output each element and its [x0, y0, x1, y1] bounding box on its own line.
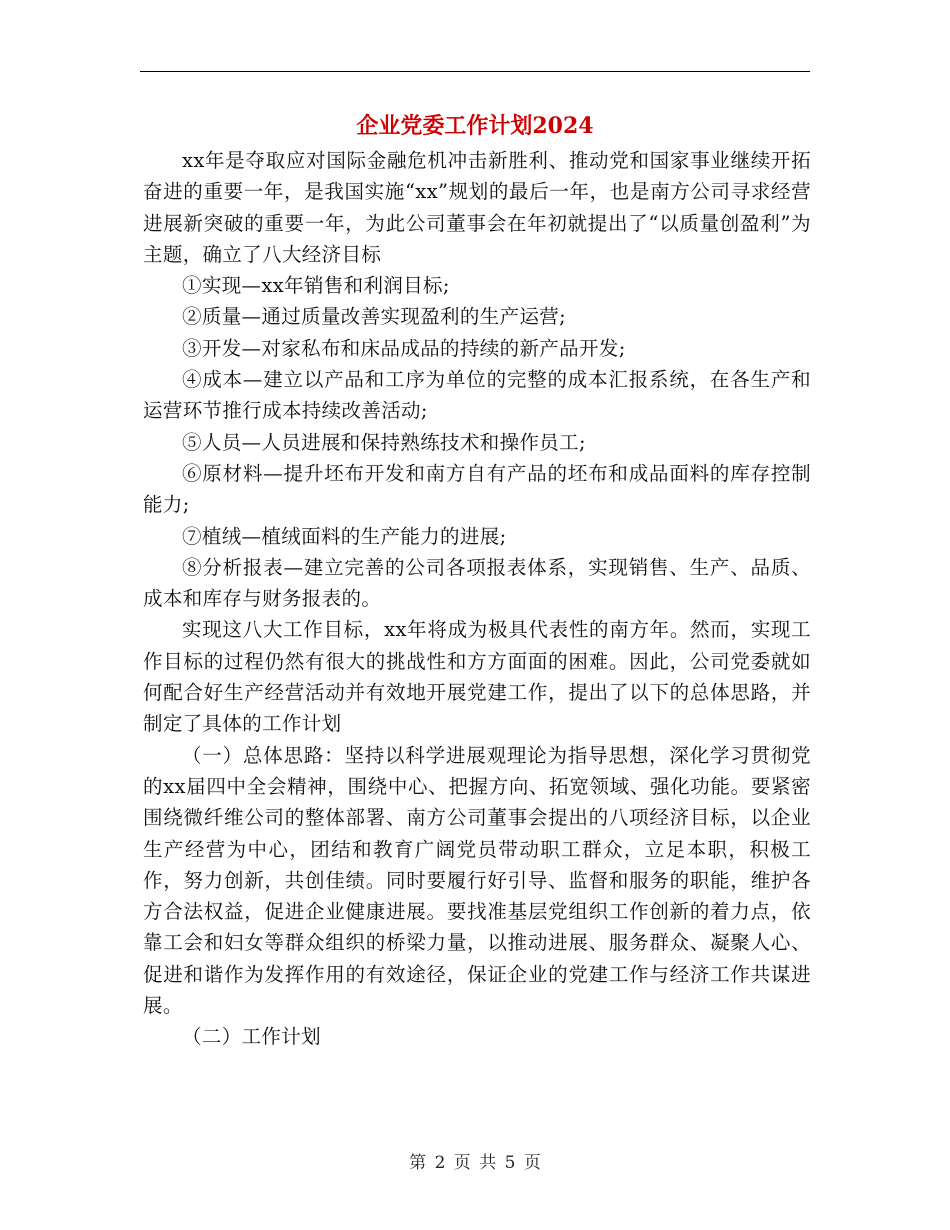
document-body	[143, 145, 811, 1053]
goal-item-7: ⑦植绒—植绒面料的生产能力的进展;	[182, 524, 507, 548]
goal-item-1: ①实现—xx年销售和利润目标;	[182, 274, 450, 298]
goal-item-3: ③开发—对家私布和床品成品的持续的新产品开发;	[182, 336, 626, 360]
goal-item-5: ⑤人员—人员进展和保持熟练技术和操作员工;	[182, 430, 586, 454]
challenge-paragraph: 实现这八大工作目标，xx年将成为极具代表性的南方年。然而，实现工作目标的过程仍然有很大的挑战性和方方面面的困难。因此，公司党委就如何配合好生产经营活动并有效地开展党建工作，提出了以下的总体思路，并制定了具体的工作计划	[143, 618, 811, 736]
goal-item-2: ②质量—通过质量改善实现盈利的生产运营;	[182, 305, 567, 329]
document-title: 企业党委工作计划2024	[356, 113, 594, 139]
goal-item-4: ④成本—建立以产品和工序为单位的完整的成本汇报系统，在各生产和运营环节推行成本持续改善活动;	[143, 368, 811, 423]
intro-paragraph: xx年是夺取应对国际金融危机冲击新胜利、推动党和国家事业继续开拓奋进的重要一年，是我国实施“xx”规划的最后一年，也是南方公司寻求经营进展新突破的重要一年，为此公司董事会在年初就提出了“以质量创盈利”为主题，确立了八大经济目标	[143, 149, 811, 266]
overall-approach-paragraph: （一）总体思路：坚持以科学进展观理论为指导思想，深化学习贯彻党的xx届四中全会精神，围绕中心、把握方向、拓宽领域、强化功能。要紧密围绕微纤维公司的整体部署、南方公司董事会提出的八项经济目标，以企业生产经营为中心，团结和教育广阔党员带动职工群众，立足本职，积极工作，努力创新，共创佳绩。同时要履行好引导、监督和服务的职能，维护各方合法权益，促进企业健康进展。要找准基层党组织工作创新的着力点，依靠工会和妇女等群众组织的桥梁力量，以推动进展、服务群众、凝聚人心、促进和谐作为发挥作用的有效途径，保证企业的党建工作与经济工作共谋进展。	[143, 743, 811, 1018]
header-rule	[140, 71, 810, 72]
work-plan-heading: （二）工作计划	[182, 1025, 321, 1049]
goal-item-6: ⑥原材料—提升坯布开发和南方自有产品的坯布和成品面料的库存控制能力;	[143, 461, 811, 517]
page-number: 第 2 页 共 5 页	[409, 1153, 541, 1173]
goal-item-8: ⑧分析报表—建立完善的公司各项报表体系，实现销售、生产、品质、成本和库存与财务报表的。	[143, 555, 811, 611]
